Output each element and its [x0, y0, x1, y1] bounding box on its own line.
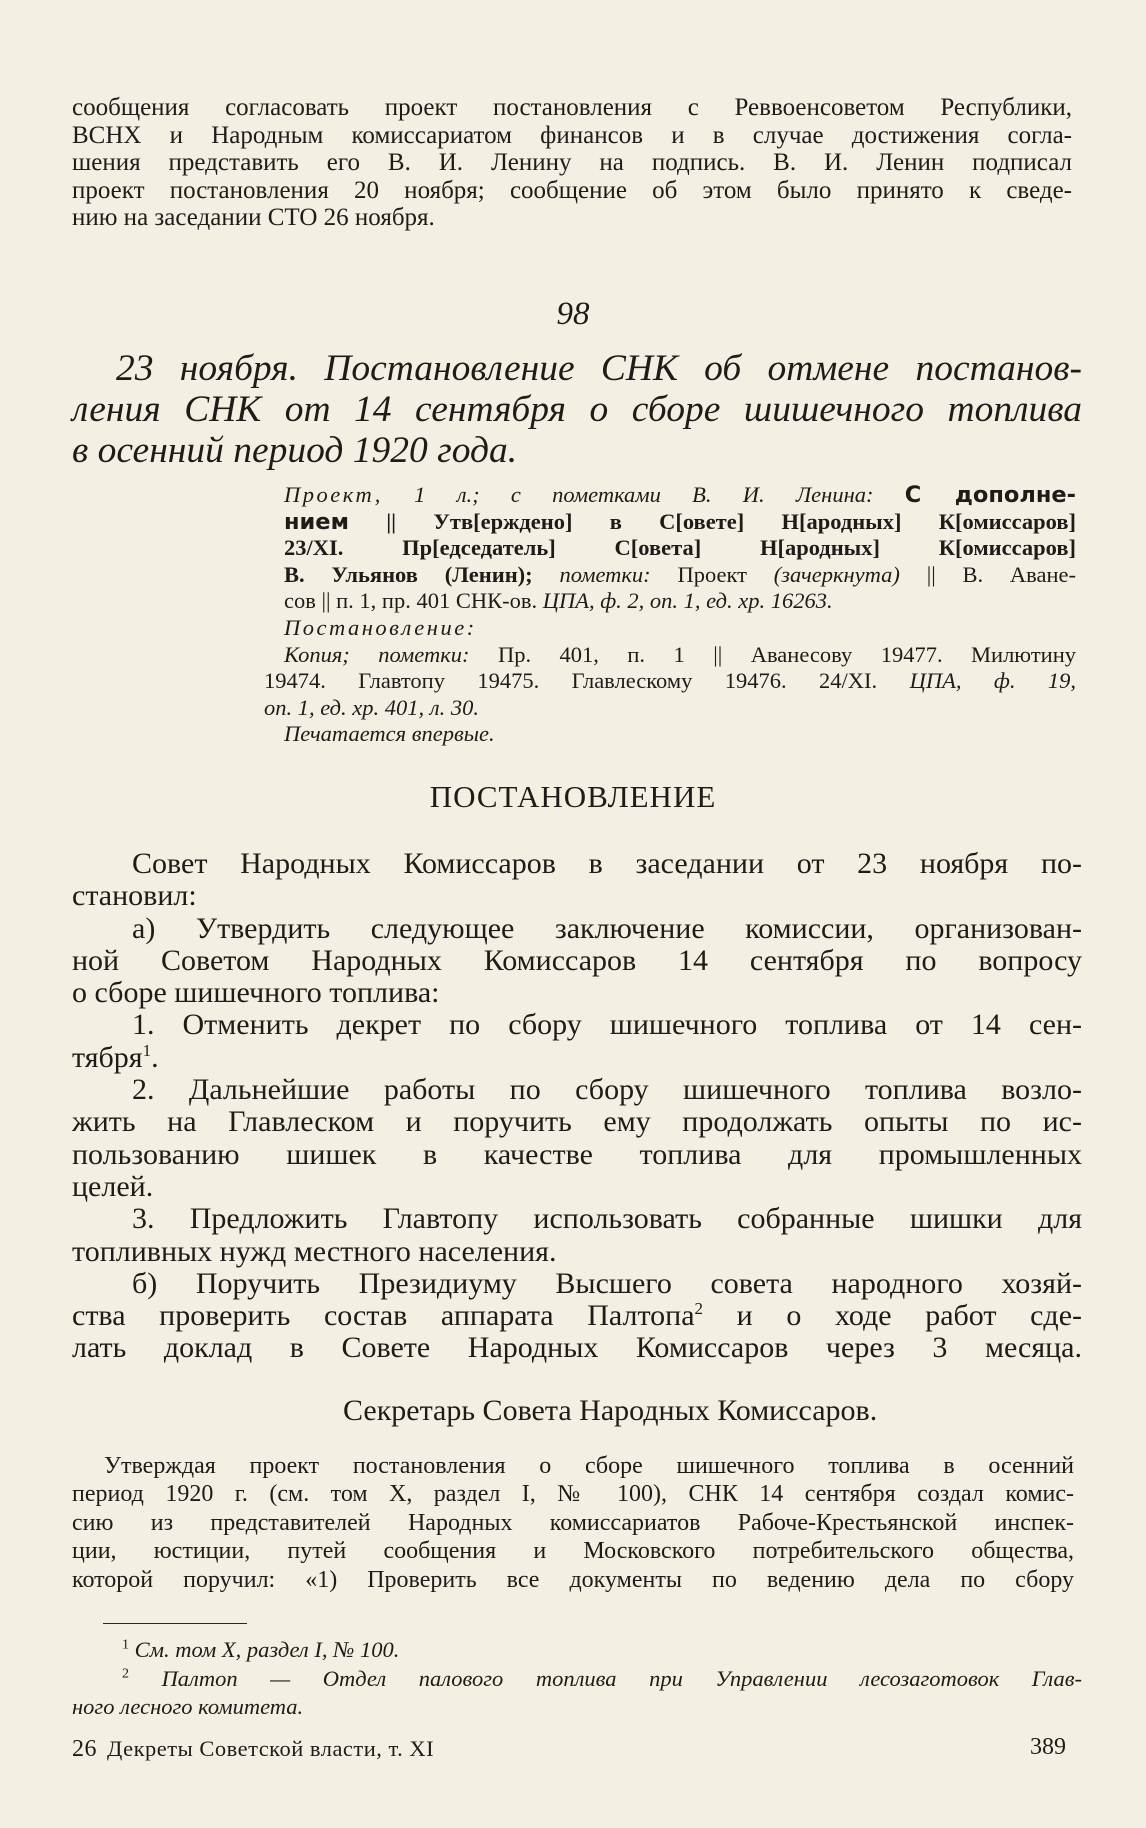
text-line: ВСНХ и Народным комиссариатом финансов и в случае достижения согла- — [72, 121, 1072, 149]
footnote-ref: 2 — [694, 1299, 704, 1319]
archival-text: оп. 1, ед. хр. 401, л. 30. — [264, 694, 479, 720]
footnote-marker: 1 — [122, 1637, 129, 1653]
page-footer — [72, 1736, 434, 1763]
archival-line — [284, 535, 1076, 562]
archival-text: Копия; пометки: — [284, 641, 470, 667]
text-fragment: ства проверить состав аппарата Палтопа — [72, 1299, 695, 1333]
text-fragment: . — [151, 1040, 159, 1074]
text-line: ной Советом Народных Комиссаров 14 сентября по вопросу — [72, 943, 1082, 977]
section-heading: ПОСТАНОВЛЕНИЕ — [429, 779, 717, 814]
spaced-label: Проект, — [284, 482, 383, 507]
text-line: Совет Народных Комиссаров в заседании от 23 ноября по- — [132, 847, 1082, 880]
archival-line — [284, 482, 1076, 509]
archival-line — [284, 562, 1076, 589]
text-line: становил: — [72, 879, 197, 913]
text-fragment: тября — [72, 1040, 143, 1074]
footnote-ref: 1 — [142, 1040, 152, 1060]
archival-text: пометки: — [532, 561, 651, 587]
archival-line — [284, 509, 1076, 536]
archival-line — [284, 642, 1076, 669]
text-line: топливных нужд местного населения. — [72, 1234, 557, 1268]
title-line: в осенний период 1920 года. — [72, 430, 518, 471]
archival-line — [284, 588, 1076, 615]
note-line: период 1920 г. (см. том X, раздел I, № 100), СНК 14 сентября создал комис- — [72, 1481, 1074, 1508]
archival-description — [264, 482, 1077, 748]
text-line: проект постановления 20 ноября; сообщение об этом было принято к сведе- — [72, 176, 1072, 204]
footnote-divider — [103, 1623, 247, 1624]
text-line: лать доклад в Совете Народных Комиссаров через 3 месяца. — [72, 1331, 1082, 1365]
text-line: сообщения согласовать проект постановления с Реввоенсоветом Республики, — [72, 94, 1072, 121]
book-title: Декреты Советской власти, т. XI — [107, 1736, 435, 1761]
editorial-note — [72, 1452, 1074, 1594]
text-line: пользованию шишек в качестве топлива для промышленных — [72, 1137, 1082, 1171]
text-line: о сборе шишечного топлива: — [72, 976, 440, 1010]
text-line: 1. Отменить декрет по сбору шишечного топлива от 14 сен- — [132, 1008, 1082, 1042]
text-line: б) Поручить Президиуму Высшего совета народного хозяй- — [132, 1266, 1082, 1300]
archival-text: ЦПА, ф. 2, оп. 1, ед. хр. 16263. — [542, 588, 833, 614]
text-fragment: и о ходе работ сде- — [703, 1299, 1082, 1333]
archival-text: Проект — [650, 561, 774, 587]
footnote-2-cont: ного лесного комитета. — [72, 1694, 304, 1720]
archival-bold: С дополне- — [904, 482, 1076, 508]
archival-bold: В. Ульянов (Ленин); — [284, 561, 533, 587]
note-line: которой поручил: «1) Проверить все документы по ведению дела по сбору — [72, 1566, 1074, 1593]
document-title — [72, 348, 1082, 471]
title-line: 23 ноября. Постановление СНК об отмене постанов- — [116, 348, 1082, 389]
resolution-body — [72, 848, 1082, 1365]
archival-text: (зачеркнута) — [773, 561, 900, 587]
text-line: жить на Главлеском и поручить ему продолжать опыты по ис- — [72, 1105, 1082, 1139]
text-line: 3. Предложить Главтопу использовать собранные шишки для — [132, 1202, 1082, 1236]
printer-signature-mark: 26 — [72, 1736, 97, 1762]
spaced-label: Постановление: — [284, 614, 477, 640]
footnote-text: Палтоп — Отдел палового топлива при Управлении лесозаготовок Глав- — [161, 1665, 1082, 1691]
archival-text: 19474. Главтопу 19475. Главлескому 19476. 24/XI. — [264, 668, 910, 694]
signature-line: Секретарь Совета Народных Комиссаров. — [343, 1394, 878, 1427]
document-number: 98 — [556, 296, 590, 332]
title-line: ления СНК от 14 сентября о сборе шишечного топлива — [72, 389, 1082, 430]
archival-text: ЦПА, ф. 19, — [909, 668, 1077, 694]
archival-text: Печатается впервые. — [284, 721, 495, 747]
text-line — [72, 1042, 1082, 1074]
note-line: ции, юстиции, путей сообщения и Московского потребительского общества, — [72, 1538, 1074, 1565]
archival-line — [264, 668, 1076, 695]
archival-text: сов || п. 1, пр. 401 СНК-ов. — [284, 588, 543, 614]
footnote-1 — [72, 1636, 1082, 1665]
archival-bold: нием — [284, 508, 349, 535]
continuation-paragraph — [72, 94, 1072, 232]
text-line: а) Утвердить следующее заключение комиссии, организован- — [132, 911, 1082, 945]
archival-line — [284, 615, 1076, 642]
note-line: Утверждая проект постановления о сборе шишечного топлива в осенний — [104, 1453, 1074, 1479]
archival-text: 1 л.; с пометками В. И. Ленина: — [382, 482, 905, 507]
archival-line — [284, 721, 1076, 748]
text-line: 2. Дальнейшие работы по сбору шишечного топлива возло- — [132, 1073, 1082, 1107]
text-line: целей. — [72, 1169, 154, 1203]
archival-line — [264, 695, 1076, 722]
archival-text: Пр. 401, п. 1 || Аванесову 19477. Милютину — [469, 641, 1076, 667]
text-line: шения представить его В. И. Ленину на подпись. В. И. Ленин подписал — [72, 149, 1072, 177]
note-line: сию из представителей Народных комиссариатов Рабоче-Крестьянской инспек- — [72, 1509, 1074, 1536]
text-line — [72, 1300, 1082, 1332]
archival-text: || В. Аване- — [899, 561, 1077, 587]
archival-text: || Утв[ерждено] в С[овете] Н[ародных] К[омиссаров] — [348, 508, 1076, 534]
archival-text: 23/XI. Пр[едседатель] С[овета] Н[ародных] К[омиссаров] — [284, 535, 1076, 561]
page-number: 389 — [1030, 1734, 1066, 1760]
footnote-text: См. том X, раздел I, № 100. — [134, 1637, 400, 1662]
footnote-2 — [72, 1665, 1082, 1694]
text-line: нию на заседании СТО 26 ноября. — [72, 204, 435, 232]
footnote-marker: 2 — [122, 1666, 129, 1682]
footnotes — [72, 1636, 1082, 1722]
